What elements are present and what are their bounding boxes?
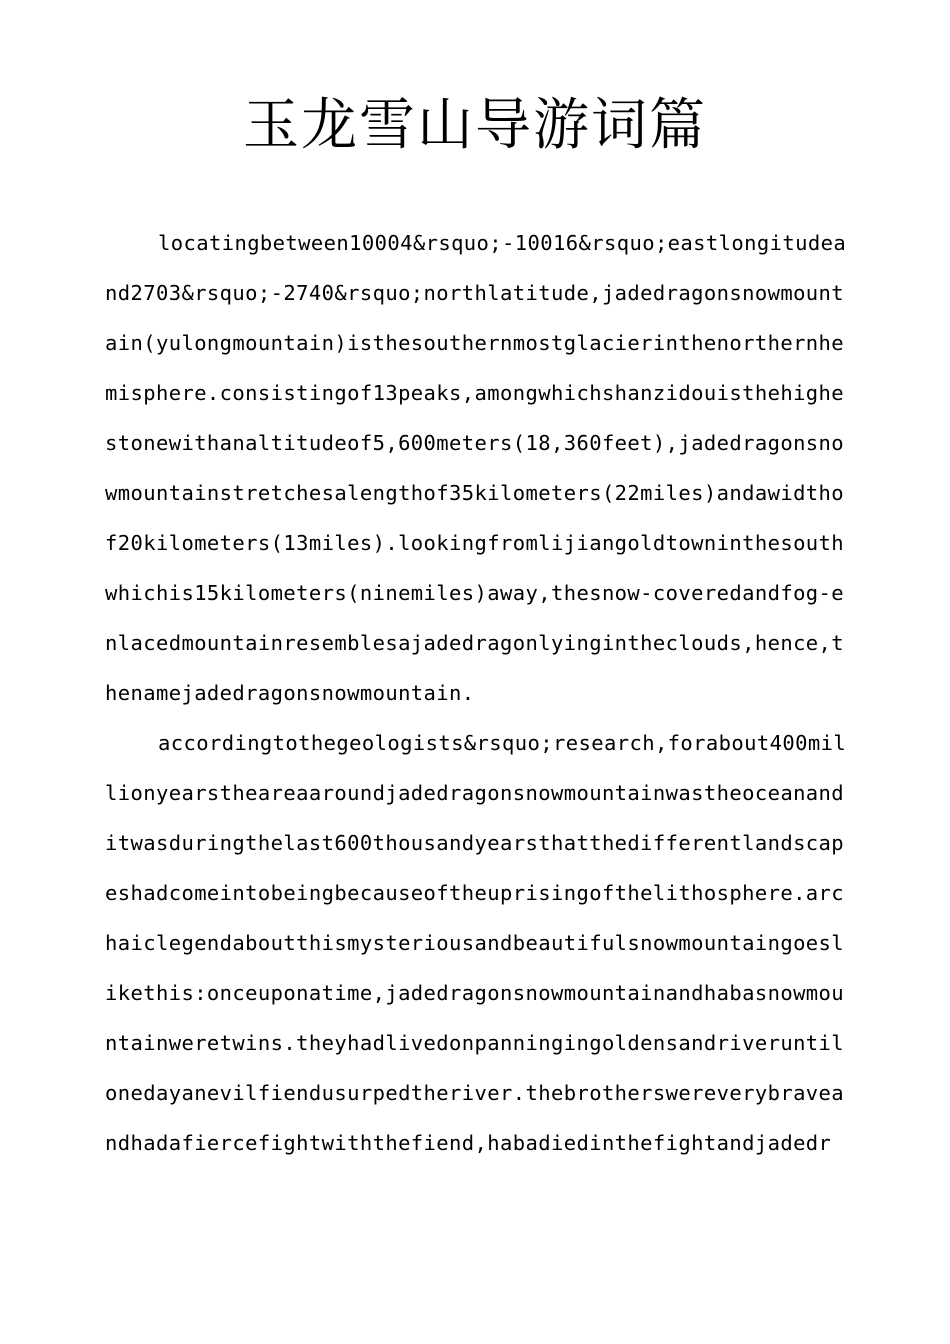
document-body [105, 218, 847, 1168]
paragraph-location: locatingbetween10004&rsquo;-10016&rsquo;eastlongitudeand2703&rsquo;-2740&rsquo;northlatitude,jadedragonsnowmountain(yulongmountain)isthesouthernmostglacierinthenorthernhemisphere.consistingof13peaks,amongwhichshanzidouisthehighestonewithanaltitudeof5,600meters(18,360feet),jadedragonsnowmountainstretchesalengthof35kilometers(22miles)andawidthof20kilometers(13miles).lookingfromlijiangoldtowninthesouthwhichis15kilometers(ninemiles)away,thesnow-coveredandfog-enlacedmountainresemblesajadedragonlyingintheclouds,hence,thenamejadedragonsnowmountain. [105, 231, 847, 705]
document-title: 玉龙雪山导游词篇 [243, 93, 707, 158]
paragraph-geology-legend: accordingtothegeologists&rsquo;research,forabout400millionyearstheareaaroundjadedragonsnowmountainwastheoceananditwasduringthelast600thousandyearsthatthedifferentlandscapeshadcomeintobeingbecauseoftheuprisingofthelithosphere.archaiclegendaboutthismysteriousandbeautifulsnowmountaingoeslikethis:onceuponatime,jadedragonsnowmountainandhabasnowmountainweretwins.theyhadlivedonpanningingoldensandriveruntilonedayanevilfiendusurpedtheriver.thebrotherswereverybraveandhadafiercefightwiththefiend,habadiedinthefightandjadedr [105, 731, 847, 1155]
